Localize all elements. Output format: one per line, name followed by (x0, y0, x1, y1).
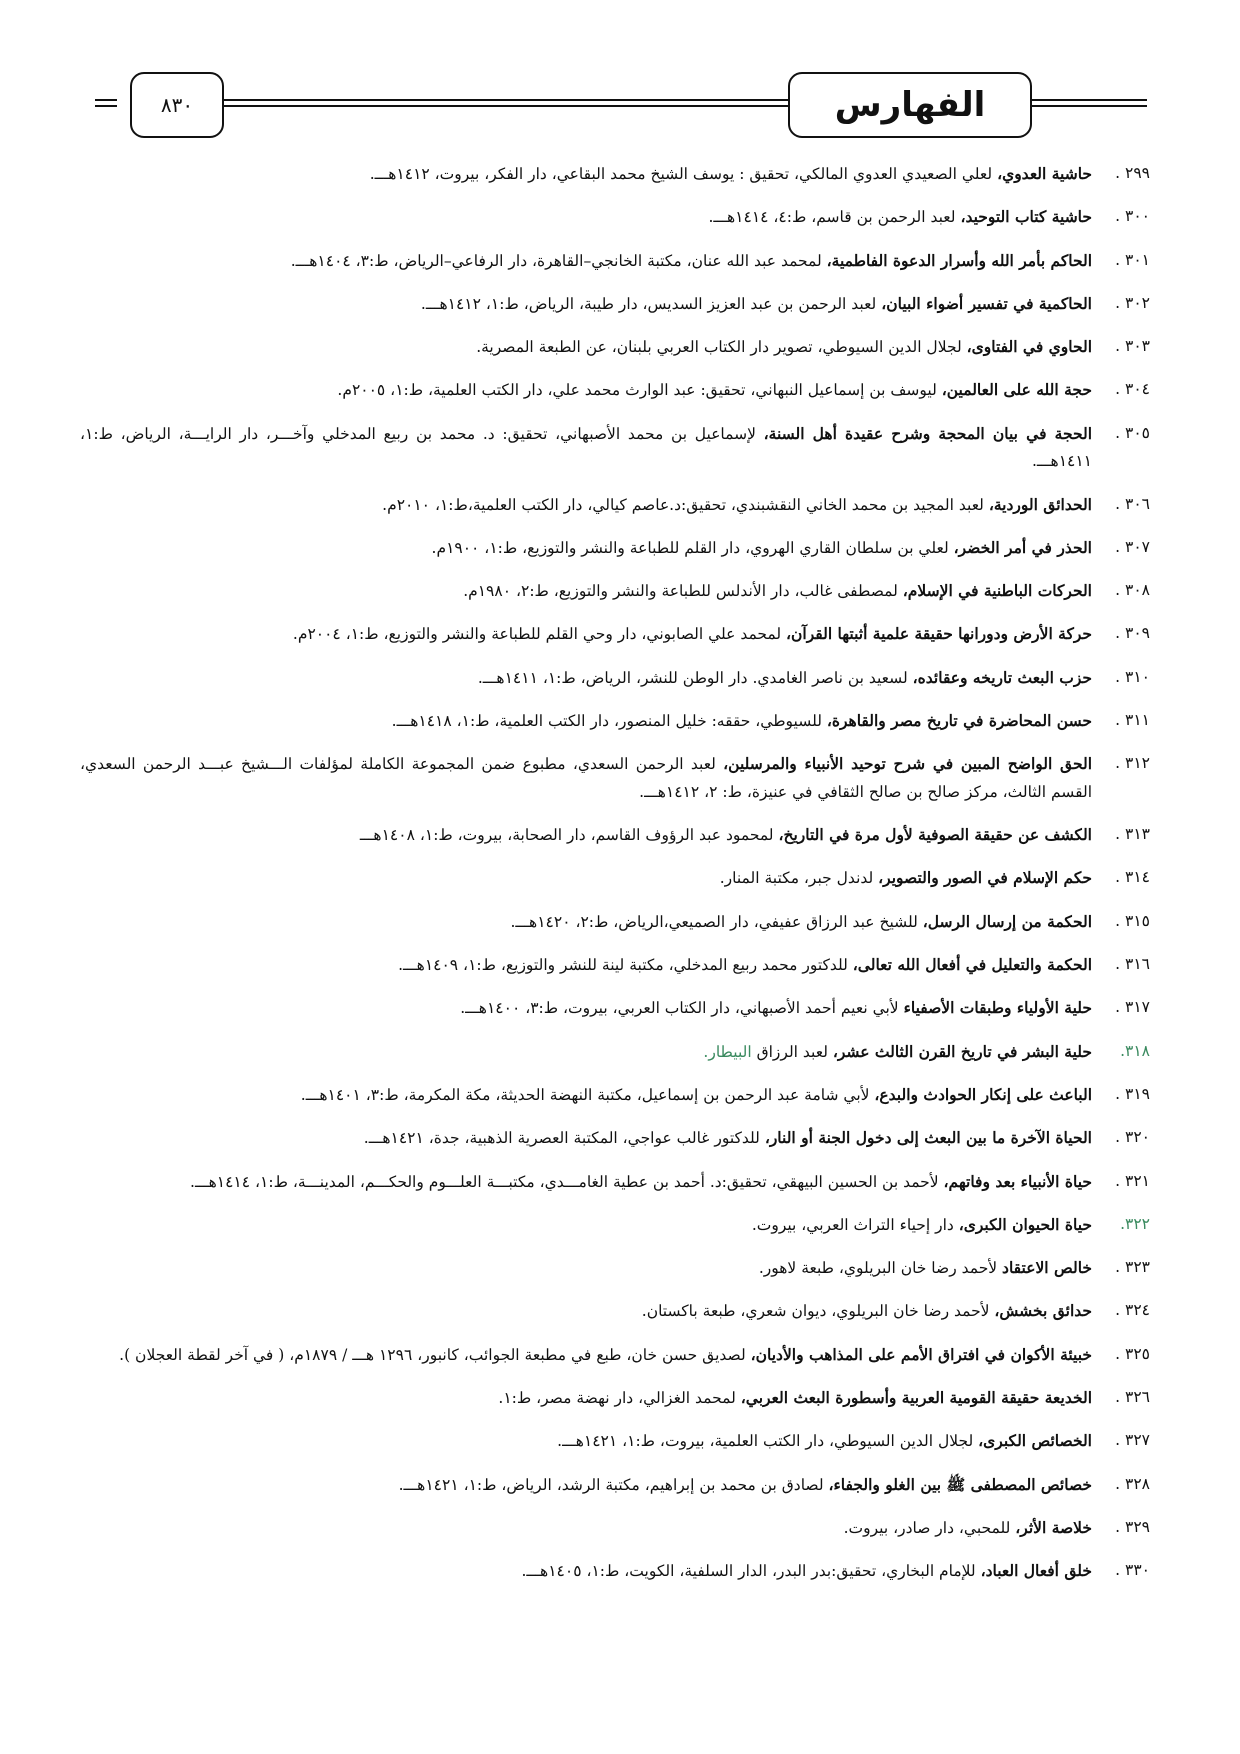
entry-number: ٣٢٥ . (1115, 1344, 1150, 1363)
entry-details: للمحبي، دار صادر، بيروت. (843, 1518, 1016, 1537)
entry-text (80, 1254, 1092, 1283)
entry-number: ٣٢٤ . (1115, 1301, 1150, 1320)
entry-number: ٣٠٨ . (1115, 581, 1150, 600)
bibliography-entry (80, 1471, 1150, 1500)
bibliography-entry (80, 1427, 1150, 1456)
entry-details: للدكتور محمد ربيع المدخلي، مكتبة لينة للنشر والتوزيع، ط:١، ١٤٠٩هـــ. (398, 956, 853, 975)
entry-text (80, 951, 1092, 980)
section-title-box (788, 72, 1032, 138)
entry-text (80, 1471, 1092, 1500)
header-rule-middle-bottom (222, 105, 834, 107)
bibliography-entry (80, 534, 1150, 563)
entry-number: ٣١٣ . (1115, 825, 1150, 844)
entry-details: لأحمد بن الحسين البيهقي، تحقيق:د. أحمد بن عطية الغامـــدي، مكتبـــة العلـــوم والحكـــم، المدينـــة، ط:١، ١٤١٤هـــ. (190, 1172, 944, 1191)
entry-title: الحدائق الوردية، (988, 494, 1092, 514)
entry-title: حياة الحيوان الكبرى، (958, 1214, 1092, 1234)
entry-title: خصائص المصطفى ﷺ بين الغلو والجفاء، (828, 1474, 1092, 1494)
entry-details: لسعيد بن ناصر الغامدي. دار الوطن للنشر، الرياض، ط:١، ١٤١١هـــ. (477, 668, 913, 687)
bibliography-entry (80, 1124, 1150, 1153)
entry-title: خلق أفعال العباد، (980, 1561, 1092, 1581)
bibliography-entry (80, 1297, 1150, 1326)
entry-text (80, 994, 1092, 1023)
entry-details: لمحمود عبد الرؤوف القاسم، دار الصحابة، بيروت، ط:١، ١٤٠٨هـــ (359, 826, 779, 845)
entry-details: للسيوطي، حققه: خليل المنصور، دار الكتب العلمية، ط:١، ١٤١٨هـــ. (391, 712, 827, 731)
entry-highlight: البيطار. (703, 1042, 752, 1061)
entry-title: حياة الأنبياء بعد وفاتهم، (943, 1171, 1092, 1191)
entry-text (80, 1427, 1092, 1456)
entry-text (80, 376, 1092, 405)
entry-title: الحكمة من إرسال الرسل، (922, 911, 1092, 931)
header-rule-left-outer-top (95, 99, 117, 101)
entry-details: لصادق بن محمد بن إبراهيم، مكتبة الرشد، الرياض، ط:١، ١٤٢١هـــ. (398, 1475, 829, 1494)
entry-details: لمصطفى غالب، دار الأندلس للطباعة والنشر والتوزيع، ط:٢، ١٩٨٠م. (463, 582, 903, 601)
entry-text (80, 1038, 1092, 1067)
bibliography-list (80, 160, 1150, 1601)
entry-text (80, 1168, 1092, 1197)
entry-text (80, 420, 1092, 476)
bibliography-entry (80, 821, 1150, 850)
entry-details: دار إحياء التراث العربي، بيروت. (751, 1215, 959, 1234)
entry-number: ٣١١ . (1115, 711, 1150, 730)
entry-title: الحجة في بيان المحجة وشرح عقيدة أهل السنة، (763, 423, 1092, 443)
entry-title: الخصائص الكبرى، (978, 1431, 1092, 1451)
page-number-box (130, 72, 224, 138)
entry-details: لصديق حسن خان، طبع في مطبعة الجوائب، كانبور، ١٢٩٦ هـــ / ١٨٧٩م، ( في آخر لقطة العجلان ). (119, 1345, 751, 1364)
bibliography-entry (80, 908, 1150, 937)
entry-details: للإمام البخاري، تحقيق:بدر البدر، الدار السلفية، الكويت، ط:١، ١٤٠٥هـــ. (521, 1562, 981, 1581)
page-number: ٨٣٠ (160, 93, 194, 117)
entry-title: خبيئة الأكوان في افتراق الأمم على المذاهب والأديان، (750, 1344, 1092, 1364)
entry-number: ٣٠٦ . (1115, 494, 1150, 513)
bibliography-entry (80, 1341, 1150, 1370)
bibliography-entry (80, 290, 1150, 319)
entry-text (80, 1211, 1092, 1240)
entry-title: حاشية العدوي، (997, 164, 1092, 183)
entry-details: لجلال الدين السيوطي، تصوير دار الكتاب العربي بلبنان، عن الطبعة المصرية. (476, 338, 967, 357)
entry-text (80, 1514, 1092, 1543)
bibliography-entry (80, 620, 1150, 649)
bibliography-entry (80, 1557, 1150, 1586)
entry-title: الحكمة والتعليل في أفعال الله تعالى، (852, 955, 1092, 975)
bibliography-entry (80, 1514, 1150, 1543)
entry-details: لأحمد رضا خان البريلوي، طبعة لاهور. (758, 1259, 1003, 1278)
entry-number: ٣٠٠ . (1115, 207, 1150, 226)
entry-title: حركة الأرض ودورانها حقيقة علمية أثبتها القرآن، (786, 624, 1092, 644)
entry-title: حزب البعث تاريخه وعقائده، (912, 667, 1092, 687)
bibliography-entry (80, 1038, 1150, 1067)
entry-text (80, 664, 1092, 693)
entry-text (80, 203, 1092, 232)
entry-details: لأحمد رضا خان البريلوي، ديوان شعري، طبعة باكستان. (641, 1302, 995, 1321)
entry-details: لعلي الصعيدي العدوي المالكي، تحقيق : يوسف الشيخ محمد البقاعي، دار الفكر، بيروت، ١٤١٢هـــ. (369, 165, 998, 183)
entry-title: خالص الاعتقاد (1002, 1258, 1092, 1278)
entry-text (80, 1124, 1092, 1153)
entry-title: حاشية كتاب التوحيد، (960, 207, 1092, 227)
header-rule-middle-top (222, 99, 834, 101)
entry-number: ٣٢٦ . (1115, 1388, 1150, 1407)
entry-text (80, 491, 1092, 520)
entry-text (80, 620, 1092, 649)
header-rule-right-top (1032, 99, 1147, 101)
entry-number: ٣٢٣ . (1115, 1258, 1150, 1277)
entry-number: ٣٠٤ . (1115, 380, 1150, 399)
bibliography-entry (80, 864, 1150, 893)
entry-text (80, 1384, 1092, 1413)
entry-number: ٣٠١ . (1115, 250, 1150, 269)
entry-title: حدائق بخشش، (994, 1301, 1092, 1321)
entry-text (80, 1557, 1092, 1586)
entry-number: ٣١٢ . (1115, 754, 1150, 773)
entry-text (80, 247, 1092, 276)
entry-number: ٣١٩ . (1115, 1084, 1150, 1103)
entry-details: لعبد الرحمن بن عبد العزيز السديس، دار طيبة، الرياض، ط:١، ١٤١٢هـــ. (420, 294, 882, 313)
entry-text (80, 707, 1092, 736)
entry-number: ٣٢٧ . (1115, 1431, 1150, 1450)
bibliography-entry (80, 994, 1150, 1023)
entry-number: ٣٠٩ . (1115, 624, 1150, 643)
entry-title: الحاكمية في تفسير أضواء البيان، (881, 293, 1092, 313)
entry-title: الكشف عن حقيقة الصوفية لأول مرة في التاريخ، (778, 825, 1092, 845)
entry-details: لمحمد الغزالي، دار نهضة مصر، ط:١. (498, 1389, 741, 1408)
entry-details: لمحمد علي الصابوني، دار وحي القلم للطباعة والنشر والتوزيع، ط:١، ٢٠٠٤م. (292, 625, 787, 644)
entry-details: لإسماعيل بن محمد الأصبهاني، تحقيق: د. محمد بن ربيع المدخلي وآخـــر، دار الرايـــة، الرياض، ط:١، ١٤١١هـــ. (80, 424, 1092, 471)
entry-details: لعبد الرحمن السعدي، مطبوع ضمن المجموعة الكاملة لمؤلفات الـــشيخ عبـــد الرحمن السعدي، القسم الثالث، مركز صالح بن صالح الثقافي في عنيزة، ط: ٢، ١٤١٢هـــ. (80, 755, 1092, 801)
entry-number: ٣٠٥ . (1115, 423, 1150, 442)
bibliography-entry (80, 160, 1150, 189)
entry-text (80, 908, 1092, 937)
entry-details: ليوسف بن إسماعيل النبهاني، تحقيق: عبد الوارث محمد علي، دار الكتب العلمية، ط:١، ٢٠٠٥م. (337, 381, 942, 400)
entry-title: الحاوي في الفتاوى، (966, 337, 1092, 357)
entry-text (80, 1341, 1092, 1370)
entry-title: حلية الأولياء وطبقات الأصفياء (903, 998, 1092, 1018)
bibliography-entry (80, 376, 1150, 405)
entry-text (80, 750, 1092, 806)
entry-number: ٣٢٨ . (1115, 1474, 1150, 1493)
entry-title: حسن المحاضرة في تاريخ مصر والقاهرة، (826, 711, 1092, 731)
entry-title: الحذر في أمر الخضر، (953, 537, 1092, 557)
entry-title: الباعث على إنكار الحوادث والبدع، (874, 1084, 1092, 1104)
entry-details: لعبد المجيد بن محمد الخاني النقشبندي، تحقيق:د.عاصم كيالي، دار الكتب العلمية،ط:١، ٢٠١٠م. (382, 495, 989, 514)
entry-text (80, 1081, 1092, 1110)
entry-number: ٣١٥ . (1115, 911, 1150, 930)
entry-title: الحركات الباطنية في الإسلام، (902, 581, 1092, 601)
bibliography-entry (80, 951, 1150, 980)
page-header (95, 72, 1147, 138)
bibliography-entry (80, 1211, 1150, 1240)
entry-title: حجة الله على العالمين، (941, 380, 1092, 400)
entry-number: ٣٢٢. (1120, 1214, 1150, 1233)
bibliography-entry (80, 1168, 1150, 1197)
entry-title: حكم الإسلام في الصور والتصوير، (878, 868, 1092, 888)
entry-title: خلاصة الأثر، (1015, 1517, 1092, 1537)
entry-number: ٣٠٧ . (1115, 537, 1150, 556)
bibliography-entry (80, 664, 1150, 693)
entry-details: لعبد الرزاق (751, 1042, 833, 1061)
bibliography-entry (80, 247, 1150, 276)
entry-title: الحياة الآخرة ما بين البعث إلى دخول الجنة أو النار، (764, 1128, 1092, 1148)
bibliography-entry (80, 1254, 1150, 1283)
entry-number: ٣٢٩ . (1115, 1517, 1150, 1536)
entry-number: ٣٢١ . (1115, 1171, 1150, 1190)
entry-text (80, 534, 1092, 563)
entry-text (80, 1297, 1092, 1326)
bibliography-entry (80, 707, 1150, 736)
entry-details: لأبي شامة عبد الرحمن بن إسماعيل، مكتبة النهضة الحديثة، مكة المكرمة، ط:٣، ١٤٠١هـــ. (300, 1085, 875, 1104)
entry-text (80, 864, 1092, 893)
bibliography-entry (80, 577, 1150, 606)
entry-text (80, 577, 1092, 606)
bibliography-entry (80, 491, 1150, 520)
header-rule-left-outer-bottom (95, 105, 117, 107)
entry-title: حلية البشر في تاريخ القرن الثالث عشر، (832, 1041, 1092, 1061)
entry-details: للدكتور غالب عواجي، المكتبة العصرية الذهبية، جدة، ١٤٢١هـــ. (363, 1129, 765, 1148)
header-rule-right-bottom (1032, 105, 1147, 107)
entry-number: ٣٠٢ . (1115, 293, 1150, 312)
bibliography-entry (80, 1384, 1150, 1413)
entry-details: لمحمد عبد الله عنان، مكتبة الخانجي–القاهرة، دار الرفاعي–الرياض، ط:٣، ١٤٠٤هـــ. (290, 251, 827, 270)
entry-text (80, 160, 1092, 189)
entry-details: لعبد الرحمن بن قاسم، ط:٤، ١٤١٤هـــ. (708, 208, 961, 227)
entry-details: لأبي نعيم أحمد الأصبهاني، دار الكتاب العربي، بيروت، ط:٣، ١٤٠٠هـــ. (460, 999, 904, 1018)
entry-text (80, 290, 1092, 319)
entry-title: الحق الواضح المبين في شرح توحيد الأنبياء والمرسلين، (723, 754, 1092, 774)
entry-details: لعلي بن سلطان القاري الهروي، دار القلم للطباعة والنشر والتوزيع، ط:١، ١٩٠٠م. (431, 538, 954, 557)
bibliography-entry (80, 203, 1150, 232)
entry-details: لجلال الدين السيوطي، دار الكتب العلمية، بيروت، ط:١، ١٤٢١هـــ. (557, 1432, 979, 1451)
entry-number: ٣١٧ . (1115, 998, 1150, 1017)
entry-number: ٣٣٠ . (1115, 1561, 1150, 1580)
entry-number: ٢٩٩ . (1115, 164, 1150, 182)
entry-details: لدندل جبر، مكتبة المنار. (719, 869, 879, 888)
bibliography-entry (80, 1081, 1150, 1110)
entry-number: ٣١٨. (1120, 1041, 1150, 1060)
entry-number: ٣١٦ . (1115, 955, 1150, 974)
entry-number: ٣٢٠ . (1115, 1128, 1150, 1147)
entry-title: الحاكم بأمر الله وأسرار الدعوة الفاطمية، (826, 250, 1092, 270)
entry-details: للشيخ عبد الرزاق عفيفي، دار الصميعي،الرياض، ط:٢، ١٤٢٠هـــ. (510, 912, 923, 931)
section-title: الفهارس (834, 85, 986, 125)
entry-number: ٣٠٣ . (1115, 337, 1150, 356)
bibliography-entry (80, 333, 1150, 362)
entry-title: الخديعة حقيقة القومية العربية وأسطورة البعث العربي، (740, 1388, 1092, 1408)
entry-number: ٣١٤ . (1115, 868, 1150, 887)
entry-number: ٣١٠ . (1115, 667, 1150, 686)
entry-text (80, 821, 1092, 850)
entry-text (80, 333, 1092, 362)
bibliography-entry (80, 420, 1150, 476)
bibliography-entry (80, 750, 1150, 806)
